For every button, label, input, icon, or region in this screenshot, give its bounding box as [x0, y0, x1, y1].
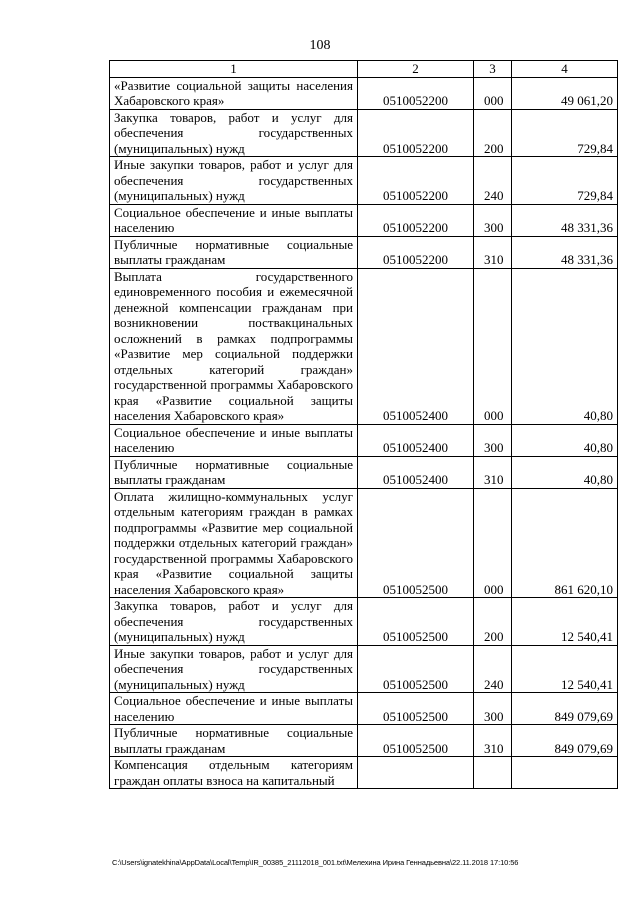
target-code-cell: 0510052400 — [358, 268, 474, 424]
target-code-cell: 0510052500 — [358, 645, 474, 693]
table-row — [110, 488, 618, 598]
table-row — [110, 204, 618, 236]
table-row — [110, 693, 618, 725]
table-row — [110, 645, 618, 693]
amount-cell: 49 061,20 — [512, 77, 618, 109]
table-row — [110, 725, 618, 757]
expense-type-cell: 200 — [474, 598, 512, 646]
amount-cell: 861 620,10 — [512, 488, 618, 598]
item-name-cell: Публичные нормативные социальные выплаты гражданам — [110, 236, 358, 268]
expense-type-cell: 000 — [474, 268, 512, 424]
target-code-cell: 0510052500 — [358, 488, 474, 598]
item-name-cell: Публичные нормативные социальные выплаты гражданам — [110, 456, 358, 488]
item-name-cell: Иные закупки товаров, работ и услуг для обеспечения государственных (муниципальных) нужд — [110, 645, 358, 693]
amount-cell: 729,84 — [512, 157, 618, 205]
item-name-cell: Социальное обеспечение и иные выплаты населению — [110, 204, 358, 236]
target-code-cell: 0510052500 — [358, 725, 474, 757]
expense-type-cell: 000 — [474, 488, 512, 598]
page-number: 108 — [309, 38, 331, 53]
table-row — [110, 109, 618, 157]
item-name-cell: «Развитие социальной защиты населения Хабаровского края» — [110, 77, 358, 109]
table-row — [110, 77, 618, 109]
table-row — [110, 757, 618, 789]
table-row — [110, 598, 618, 646]
amount-cell: 40,80 — [512, 424, 618, 456]
target-code-cell: 0510052200 — [358, 109, 474, 157]
amount-cell: 40,80 — [512, 268, 618, 424]
table-row — [110, 268, 618, 424]
item-name-cell: Публичные нормативные социальные выплаты гражданам — [110, 725, 358, 757]
item-name-cell: Компенсация отдельным категориям граждан оплаты взноса на капитальный — [110, 757, 358, 789]
item-name-cell: Оплата жилищно-коммунальных услуг отдельным категориям граждан в рамках подпрограммы «Развитие мер социальной поддержки отдельных категорий граждан» государственной программы Хабаровского края «Развитие социальной защиты населения Хабаровского края» — [110, 488, 358, 598]
table-header-row — [110, 61, 618, 78]
item-name-cell: Выплата государственного единовременного пособия и ежемесячной денежной компенсации гражданам при возникновении поствакцинальных осложнений в рамках подпрограммы «Развитие мер социальной поддержки отдельных категорий граждан» государственной программы Хабаровского края «Развитие социальной защиты населения Хабаровского края» — [110, 268, 358, 424]
item-name-cell: Закупка товаров, работ и услуг для обеспечения государственных (муниципальных) нужд — [110, 109, 358, 157]
header-col-3: 3 — [474, 61, 512, 78]
file-path-footer: C:\Users\ignatekhina\AppData\Local\Temp\IR_00385_21112018_001.txt\Мелехина Ирина Геннадьевна\22.11.2018 17:10:56 — [112, 858, 519, 867]
amount-cell: 40,80 — [512, 456, 618, 488]
target-code-cell: 0510052200 — [358, 204, 474, 236]
expense-type-cell: 310 — [474, 456, 512, 488]
table-row — [110, 157, 618, 205]
expense-type-cell: 310 — [474, 236, 512, 268]
item-name-cell: Иные закупки товаров, работ и услуг для обеспечения государственных (муниципальных) нужд — [110, 157, 358, 205]
target-code-cell: 0510052400 — [358, 456, 474, 488]
target-code-cell: 0510052500 — [358, 693, 474, 725]
target-code-cell: 0510052200 — [358, 157, 474, 205]
amount-cell: 48 331,36 — [512, 204, 618, 236]
target-code-cell: 0510052200 — [358, 236, 474, 268]
expense-type-cell: 000 — [474, 77, 512, 109]
target-code-cell: 0510052200 — [358, 77, 474, 109]
expense-type-cell: 240 — [474, 157, 512, 205]
expense-type-cell: 300 — [474, 204, 512, 236]
expense-type-cell — [474, 757, 512, 789]
expense-type-cell: 240 — [474, 645, 512, 693]
amount-cell — [512, 757, 618, 789]
header-col-2: 2 — [358, 61, 474, 78]
header-col-1: 1 — [110, 61, 358, 78]
amount-cell: 12 540,41 — [512, 598, 618, 646]
budget-table — [109, 60, 618, 789]
header-col-4: 4 — [512, 61, 618, 78]
amount-cell: 729,84 — [512, 109, 618, 157]
table-row — [110, 236, 618, 268]
expense-type-cell: 200 — [474, 109, 512, 157]
amount-cell: 12 540,41 — [512, 645, 618, 693]
amount-cell: 48 331,36 — [512, 236, 618, 268]
table-row — [110, 456, 618, 488]
item-name-cell: Закупка товаров, работ и услуг для обеспечения государственных (муниципальных) нужд — [110, 598, 358, 646]
target-code-cell: 0510052500 — [358, 598, 474, 646]
amount-cell: 849 079,69 — [512, 693, 618, 725]
target-code-cell — [358, 757, 474, 789]
target-code-cell: 0510052400 — [358, 424, 474, 456]
table-row — [110, 424, 618, 456]
expense-type-cell: 310 — [474, 725, 512, 757]
expense-type-cell: 300 — [474, 693, 512, 725]
item-name-cell: Социальное обеспечение и иные выплаты населению — [110, 693, 358, 725]
item-name-cell: Социальное обеспечение и иные выплаты населению — [110, 424, 358, 456]
expense-type-cell: 300 — [474, 424, 512, 456]
amount-cell: 849 079,69 — [512, 725, 618, 757]
